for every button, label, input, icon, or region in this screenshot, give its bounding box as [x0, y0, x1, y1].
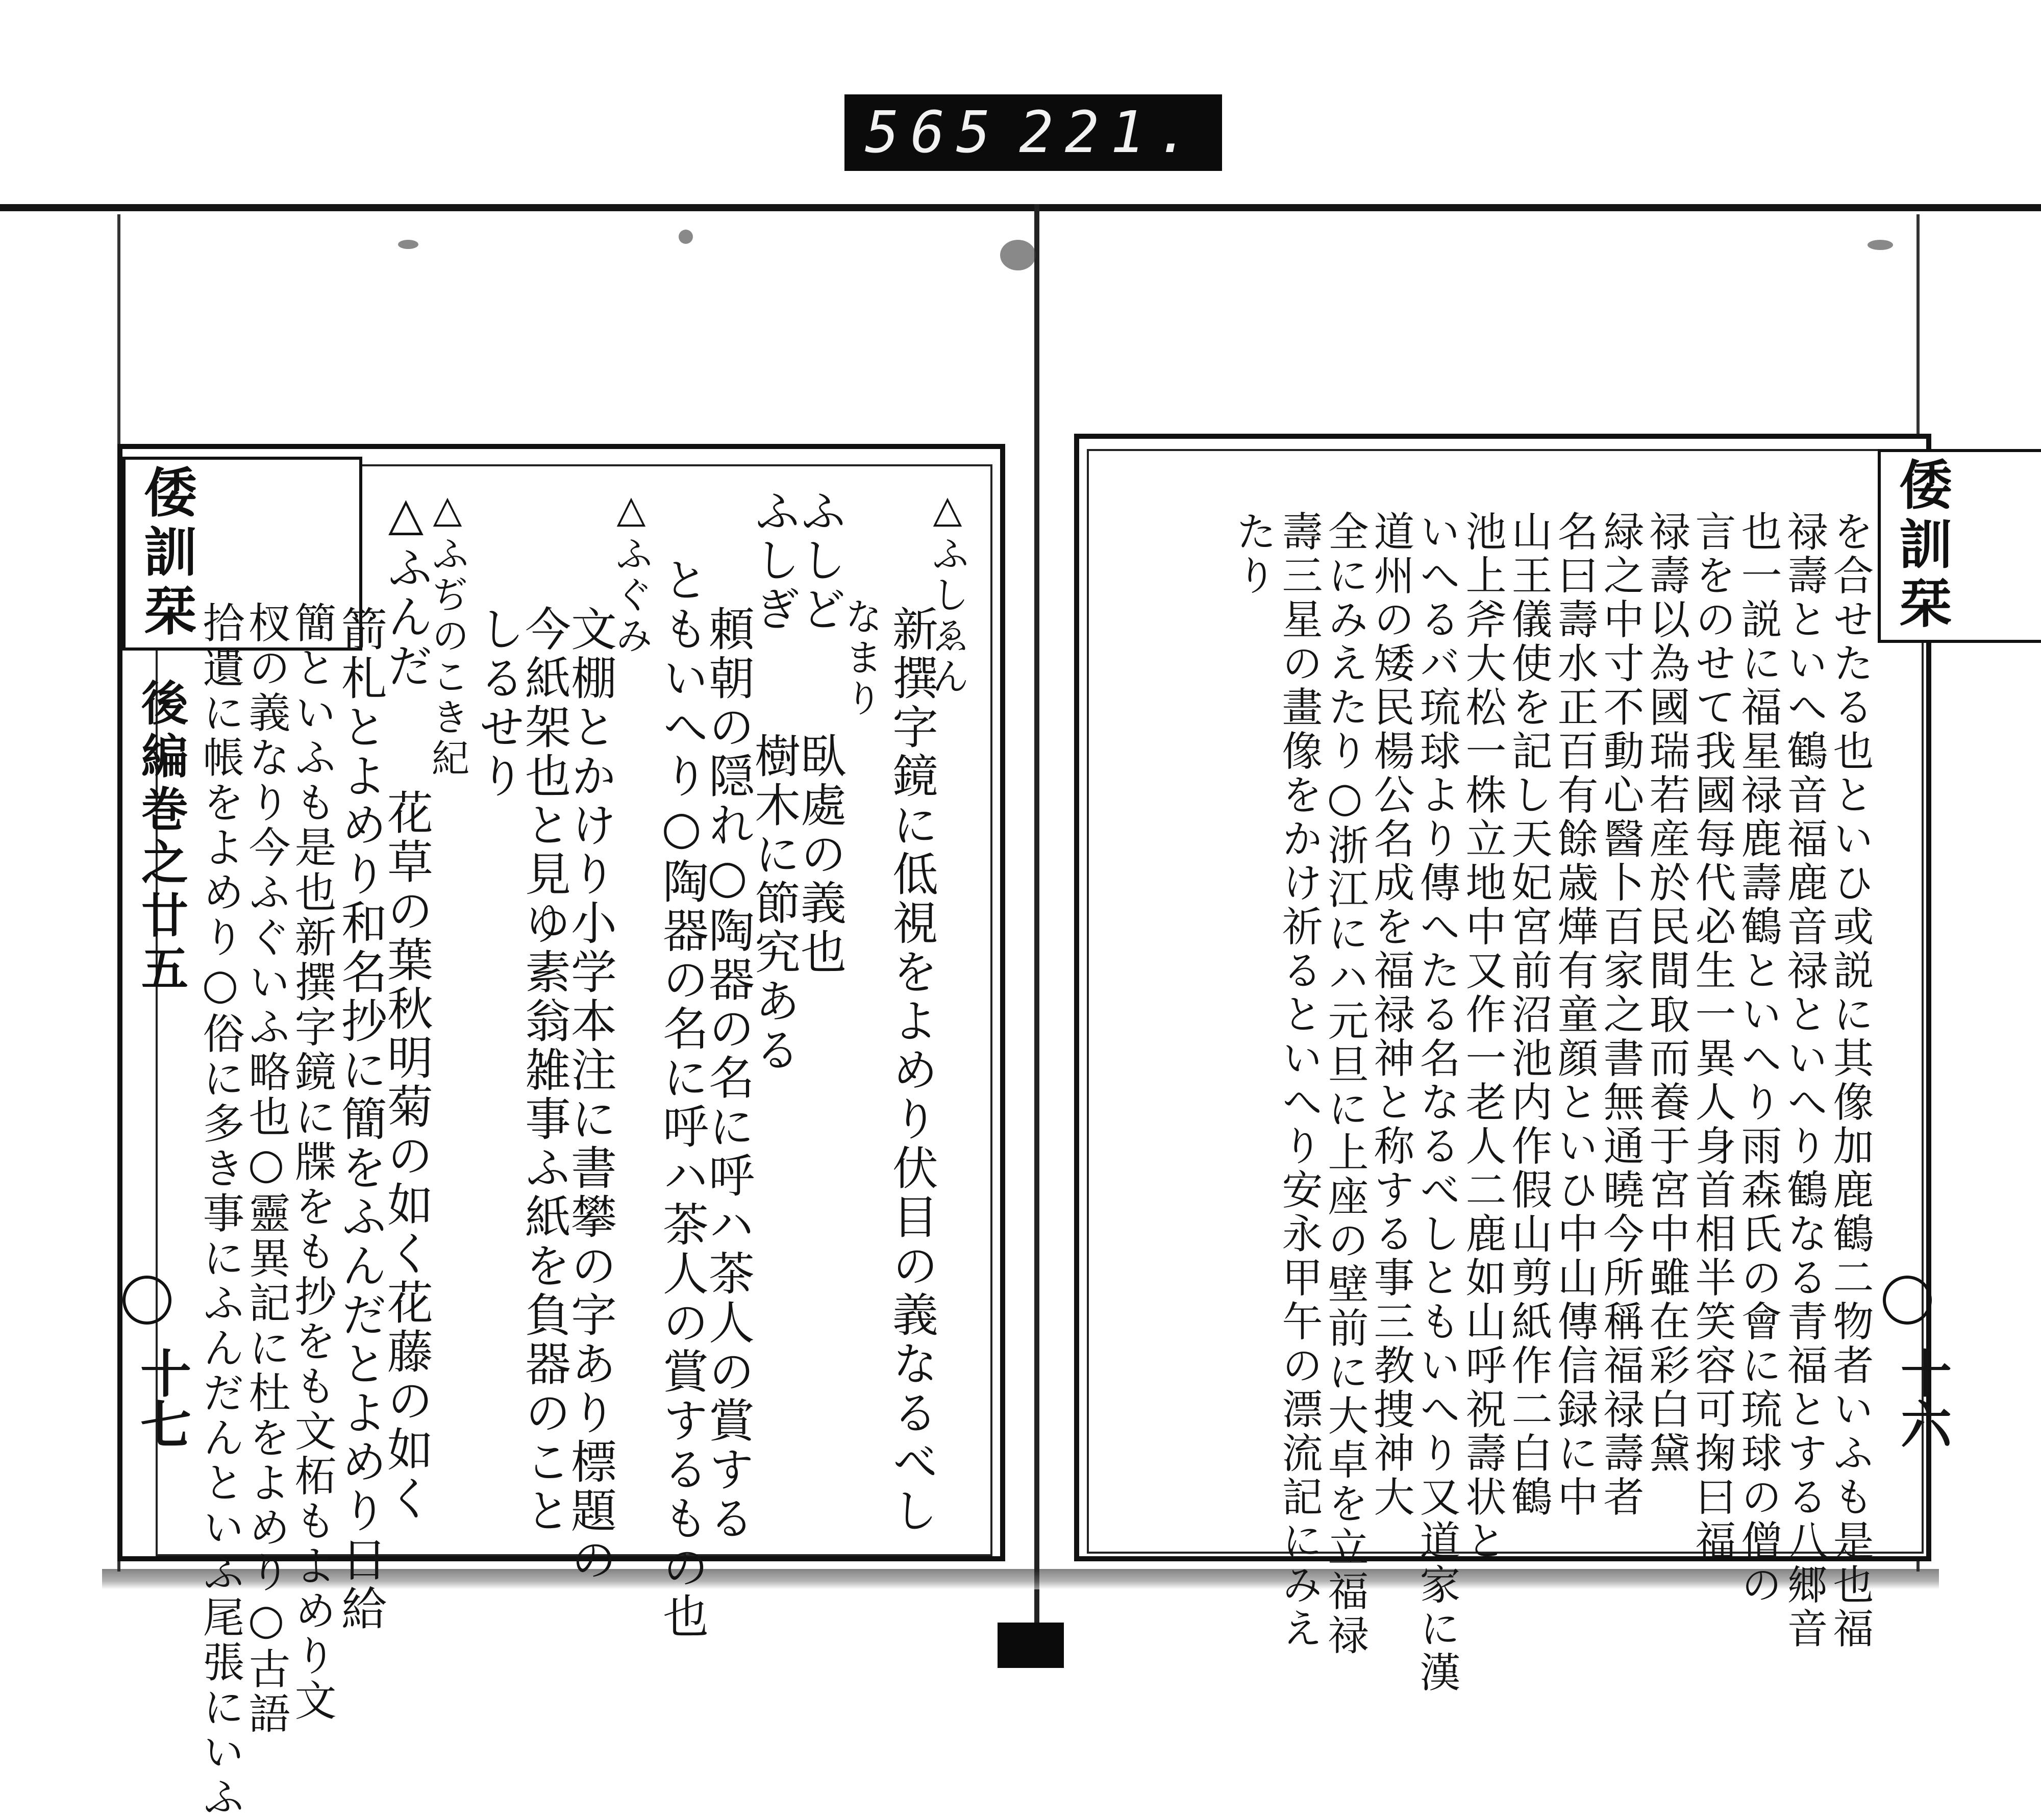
text-column: 禄壽以為國瑞若産於民間取而養于宮中雖在彩白黛 [1642, 510, 1690, 1476]
text-column: 今紙架也と見ゆ素翁雑事ふ紙を負器のこと [517, 556, 570, 1536]
paper-wear-mark [679, 230, 693, 244]
top-rule [0, 204, 2041, 211]
text-column: 山王儀使を記し天妃宮前沼池内作假山剪紙作二白鶴 [1505, 510, 1552, 1519]
scan-label-right: 221. [1019, 99, 1202, 166]
text-column: しるせり [471, 556, 525, 801]
text-column: △ふぐみ [609, 487, 653, 657]
scan-label-left: 565 [865, 99, 1002, 166]
text-column: 文棚とかけり小学本注に書攀の字あり標題の [563, 556, 616, 1585]
left-side-title: 倭訓栞 [135, 465, 197, 642]
text-column: たり [1229, 510, 1277, 598]
right-folio: 十六 [1892, 1347, 1952, 1449]
left-folio: 十七 [132, 1347, 192, 1449]
paper-wear-mark [1868, 240, 1893, 250]
text-column: ふしど 臥處の義也 [792, 487, 846, 977]
left-folio-circle [122, 1276, 171, 1325]
text-column: 簡といふも是也新撰字鏡に牒をも抄をも文柘もよめり文 [288, 556, 336, 1724]
text-column: 也一説に福星禄鹿壽鶴といへり雨森氏の會に琉球の僧の [1734, 510, 1782, 1607]
paper-wear-mark [398, 240, 418, 249]
scan-label [844, 94, 1222, 171]
text-column: △ふんだ 花草の葉秋明菊の如く花藤の如く [379, 487, 433, 1524]
right-side-title: 倭訓栞 [1890, 457, 1953, 635]
text-column: 杈の義なり今ふぐいふ略也○靈異記に杜をよめり○古語 [242, 556, 290, 1737]
text-column: 言をのせて我國每代必生一異人身首相半笑容可掬曰福 [1688, 510, 1736, 1563]
text-column: なまり [839, 556, 883, 719]
text-column: 新撰字鏡に低視をよめり伏目の義なるべし [884, 556, 938, 1536]
book-gutter [1034, 204, 1039, 1623]
right-side-title-box [1878, 449, 2041, 643]
text-column: ともいへり○陶器の名に呼ハ茶人の賞するもの也 [655, 556, 708, 1641]
binding-clip [998, 1623, 1064, 1668]
text-column: △ふしゑん [926, 487, 969, 697]
text-column: ふしぎ 樹木に節究ある [746, 487, 800, 1075]
text-column: 箭札とよめり和名抄に簡をふんだとよめり日給 [333, 556, 387, 1634]
text-column: 名曰壽水正百有餘歳燁有童顔といひ中山傳信録に中 [1551, 510, 1598, 1519]
text-column: 道州の矮民楊公名成を福禄神と称する事三教捜神大 [1367, 510, 1414, 1519]
text-column: 頼朝の隠れ○陶器の名に呼ハ茶人の賞する [701, 556, 754, 1543]
text-column: いへるバ琉球より傳へたる名なるべしともいへり又道家に漢 [1413, 510, 1460, 1695]
text-column: 拾遺に帳をよめり○俗に多き事にふんだんといふ尾張にいふ [196, 556, 244, 1820]
text-column: 全にみえたり○浙江にハ元旦に上座の壁前に大卓を立福禄 [1321, 510, 1368, 1658]
paper-wear-mark [1000, 240, 1036, 270]
text-column: 壽三星の畫像をかけ祈るといへり安永甲午の漂流記にみえ [1275, 510, 1323, 1651]
text-column: 禄壽といへ鶴音福鹿音禄といへり鶴なる青福とする八郷音 [1780, 510, 1828, 1651]
text-column: △ふぢのこき紀 [426, 487, 469, 779]
text-column: 池上斧大松一株立地中又作一老人二鹿如山呼祝壽状と [1459, 510, 1506, 1563]
text-column: を合せたる也といひ或説に其像加鹿鶴二物者いふも是也福 [1826, 510, 1874, 1651]
left-side-subtitle: 後編巻之廿五 [134, 679, 189, 997]
right-folio-circle [1883, 1276, 1932, 1325]
text-column: 緑之中寸不動心醫卜百家之書無通曉今所稱福禄壽者 [1597, 510, 1644, 1519]
